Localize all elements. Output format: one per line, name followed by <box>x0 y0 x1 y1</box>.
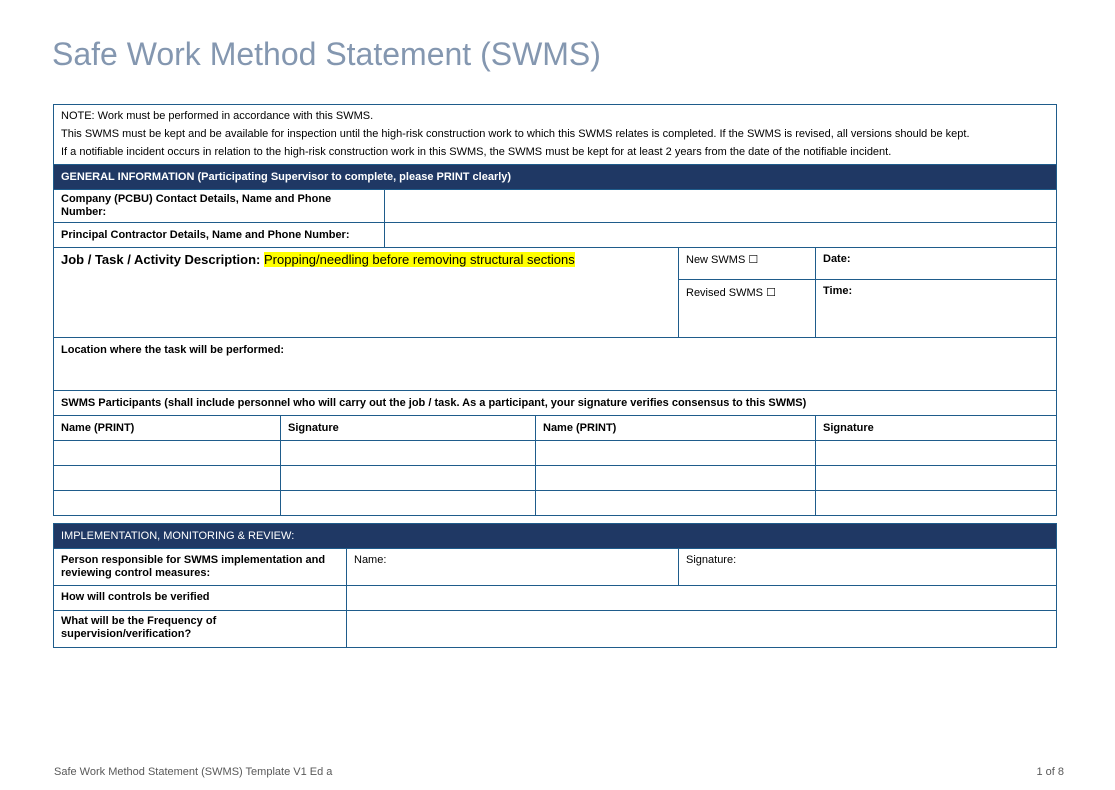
participant-signature-cell[interactable] <box>816 491 1057 516</box>
participant-name-cell[interactable] <box>54 491 281 516</box>
participant-signature-cell[interactable] <box>281 491 536 516</box>
controls-verified-field[interactable] <box>347 586 1057 611</box>
footer-page-number: 1 of 8 <box>1036 766 1064 778</box>
participant-name-header-1: Name (PRINT) <box>54 416 281 441</box>
note-line-2: This SWMS must be kept and be available for inspection until the high-risk construction work to which this SWMS relates is completed. If the SWMS is revised, all versions should be kept. <box>54 125 1057 143</box>
participant-row <box>54 466 1057 491</box>
participants-label: SWMS Participants (shall include personnel who will carry out the job / task. As a participant, your signature verifies consensus to this SWMS) <box>54 391 1057 416</box>
company-details-field[interactable] <box>385 190 1057 223</box>
implementation-header: IMPLEMENTATION, MONITORING & REVIEW: <box>54 524 1057 549</box>
participant-row <box>54 441 1057 466</box>
participant-name-cell[interactable] <box>54 466 281 491</box>
job-description-label: Job / Task / Activity Description: <box>61 252 264 267</box>
note-line-1: NOTE: Work must be performed in accordance with this SWMS. <box>54 105 1057 126</box>
participant-signature-header-2: Signature <box>816 416 1057 441</box>
new-swms-checkbox[interactable]: New SWMS ☐ <box>679 248 816 280</box>
frequency-label: What will be the Frequency of supervision/verification? <box>54 611 347 648</box>
participant-row <box>54 491 1057 516</box>
participant-name-cell[interactable] <box>536 466 816 491</box>
participant-name-cell[interactable] <box>536 491 816 516</box>
responsible-name-field[interactable]: Name: <box>347 549 679 586</box>
general-information-header: GENERAL INFORMATION (Participating Supervisor to complete, please PRINT clearly) <box>54 165 1057 190</box>
job-description-cell[interactable] <box>54 248 679 338</box>
responsible-person-label: Person responsible for SWMS implementation and reviewing control measures: <box>54 549 347 586</box>
job-description-value: Propping/needling before removing structural sections <box>264 252 575 267</box>
participant-signature-cell[interactable] <box>281 441 536 466</box>
participant-signature-cell[interactable] <box>281 466 536 491</box>
page-title: Safe Work Method Statement (SWMS) <box>52 36 601 72</box>
participant-signature-cell[interactable] <box>816 441 1057 466</box>
general-information-table <box>53 104 1057 516</box>
participant-name-cell[interactable] <box>536 441 816 466</box>
participant-name-cell[interactable] <box>54 441 281 466</box>
principal-contractor-field[interactable] <box>385 223 1057 248</box>
company-details-label: Company (PCBU) Contact Details, Name and Phone Number: <box>54 190 385 223</box>
footer-document-name: Safe Work Method Statement (SWMS) Template V1 Ed a <box>54 766 333 778</box>
participant-signature-header-1: Signature <box>281 416 536 441</box>
controls-verified-label: How will controls be verified <box>54 586 347 611</box>
frequency-field[interactable] <box>347 611 1057 648</box>
implementation-table <box>53 523 1057 648</box>
date-label: Date: <box>816 248 1057 280</box>
principal-contractor-label: Principal Contractor Details, Name and Phone Number: <box>54 223 385 248</box>
participant-name-header-2: Name (PRINT) <box>536 416 816 441</box>
location-field[interactable]: Location where the task will be performed: <box>54 338 1057 391</box>
responsible-signature-field[interactable]: Signature: <box>679 549 1057 586</box>
time-label: Time: <box>816 280 1057 338</box>
participant-signature-cell[interactable] <box>816 466 1057 491</box>
revised-swms-checkbox[interactable]: Revised SWMS ☐ <box>679 280 816 338</box>
note-line-3: If a notifiable incident occurs in relation to the high-risk construction work in this SWMS, the SWMS must be kept for at least 2 years from the date of the notifiable incident. <box>54 143 1057 165</box>
